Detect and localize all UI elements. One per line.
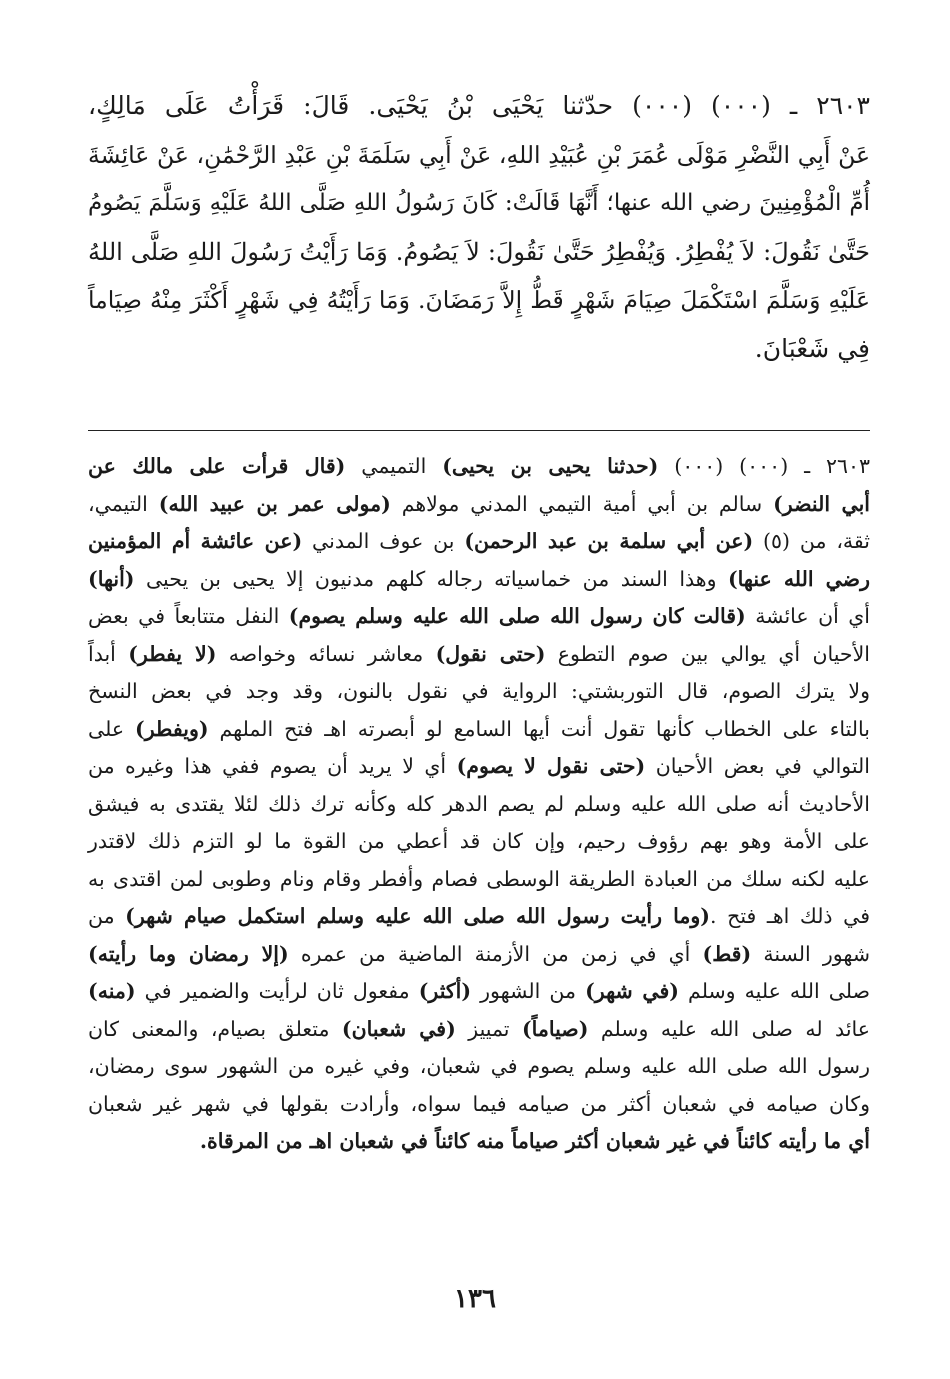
- quoted-phrase: (قال قرأت على مالك عن: [88, 454, 346, 478]
- commentary-line: [88, 598, 870, 636]
- commentary-line: [88, 486, 870, 524]
- quoted-phrase: (أكثر): [418, 979, 472, 1003]
- commentary-segment: رسول الله صلى الله عليه وسلم يصوم في شعبان، وفي غيره من الشهور سوى رمضان،: [88, 1054, 870, 1078]
- hadith-line: عَلَيْهِ وَسَلَّمَ اسْتَكْمَلَ صِيَامَ شَهْرٍ قَطُّ إِلاَّ رَمَضَانَ. وَمَا رَأَيْتُهُ فِي شَهْرٍ أَكْثَرَ مِنْهُ صِيَاماً: [88, 286, 870, 314]
- quoted-phrase: (حتى نقول): [435, 641, 546, 666]
- commentary-line: [88, 1086, 870, 1124]
- quoted-phrase: (عن عائشة أم المؤمنين: [88, 529, 303, 553]
- commentary-segment: بن عوف المدني: [302, 529, 465, 553]
- commentary-segment: معاشر نسائه وخواصه: [216, 641, 436, 666]
- commentary-segment: وكان صيامه في شعبان أكثر من صيامه فيما سواه، وأرادت بقولها في شهر غير شعبان: [88, 1091, 870, 1116]
- commentary-segment: أي لا يريد أن يصوم ففي هذا وغيره من: [88, 754, 457, 778]
- quoted-phrase: أي ما رأيته كائناً في غير شعبان أكثر صياماً منه كائناً في شعبان اهـ من المرقاة.: [199, 1129, 870, 1153]
- commentary-segment: صلى الله عليه وسلم: [678, 979, 870, 1003]
- commentary-line: [88, 936, 870, 974]
- commentary-segment: بالتاء على الخطاب كأنها تقول أنت أيها السامع لو أبصرته اهـ فتح الملهم: [208, 716, 870, 741]
- commentary-line: [88, 823, 870, 861]
- quoted-phrase: (صياماً): [521, 1016, 589, 1041]
- quoted-phrase: (عن أبي سلمة بن عبد الرحمن): [464, 529, 754, 553]
- quoted-phrase: (أنها): [88, 566, 135, 591]
- commentary-segment: تمييز: [455, 1016, 522, 1041]
- quoted-phrase: (حتى نقول لا يصوم): [456, 754, 646, 778]
- commentary-segment: شهور السنة: [751, 941, 871, 966]
- quoted-phrase: (في شهر): [585, 979, 679, 1003]
- footnote-divider: [88, 430, 870, 431]
- commentary-segment: أبداً: [88, 641, 129, 666]
- quoted-phrase: (لا يفطر): [128, 641, 217, 666]
- quoted-phrase: (قالت كان رسول الله صلى الله عليه وسلم يصوم): [288, 604, 746, 628]
- commentary-segment: وهذا السند من خماسياته رجاله كلهم مدنيون إلا يحيى بن يحيى: [134, 566, 728, 591]
- commentary-segment: التوالي في بعض الأحيان: [645, 754, 870, 778]
- commentary-segment: أي في زمن من الأزمنة الماضية من عمره: [288, 941, 703, 966]
- commentary-line: [88, 523, 870, 561]
- commentary-line: [88, 898, 870, 936]
- commentary-line: [88, 636, 870, 674]
- quoted-phrase: (مولى عمر بن عبيد الله): [158, 491, 391, 516]
- commentary-segment: عائد له صلى الله عليه وسلم: [588, 1016, 870, 1041]
- page-number: ١٣٦: [454, 1284, 496, 1314]
- commentary-line: [88, 1011, 870, 1049]
- hadith-line: أُمِّ الْمُؤْمِنِينَ رضي الله عنها؛ أَنَّهَا قَالَتْ: كَانَ رَسُولُ اللهِ صَلَّى اللهُ عَلَيْهِ وَسَلَّمَ يَصُومُ: [88, 190, 870, 216]
- commentary-line: [88, 973, 870, 1011]
- commentary-line: [88, 561, 870, 599]
- commentary-segment: الأحاديث أنه صلى الله عليه وسلم لم يصم الدهر كله وكأنه ترك ذلك لئلا يقتدى به فيشق: [88, 791, 870, 816]
- commentary-line: [88, 861, 870, 899]
- commentary-segment: سالم بن أبي أمية التيمي المدني مولاهم: [390, 491, 774, 516]
- commentary-line: [88, 673, 870, 711]
- quoted-phrase: رضي الله عنها): [727, 566, 870, 591]
- commentary-segment: على: [88, 716, 136, 741]
- commentary-line: [88, 448, 870, 486]
- commentary-segment: مفعول ثان لرأيت والضمير في: [135, 979, 419, 1003]
- commentary-segment: على الأمة وهو بهم رؤوف رحيم، وإن كان قد أعطي من القوة ما لو التزم ذلك لاقتدر: [88, 829, 870, 853]
- commentary-segment: النفل متتابعاً في بعض: [88, 604, 289, 628]
- hadith-line: ٢٦٠٣ ـ (٠٠٠) (٠٠٠) حدّثنا يَحْيَى بْنُ يَحْيَى. قَالَ: قَرَأْتُ عَلَى مَالِكٍ،: [88, 91, 870, 120]
- quoted-phrase: (ويفطر): [135, 716, 209, 741]
- quoted-phrase: (وما رأيت رسول الله صلى الله عليه وسلم استكمل صيام شهر): [125, 904, 711, 928]
- hadith-line: فِي شَعْبَانَ.: [754, 333, 870, 363]
- commentary-text: [88, 448, 870, 1161]
- quoted-phrase: (منه): [88, 979, 136, 1003]
- quoted-phrase: (قط): [702, 941, 752, 966]
- commentary-line: [88, 1048, 870, 1086]
- commentary-segment: أي أن عائشة: [745, 604, 870, 628]
- commentary-segment: من: [88, 904, 126, 928]
- commentary-segment: من الشهور: [471, 979, 586, 1003]
- commentary-line: [88, 748, 870, 786]
- commentary-segment: في ذلك اهـ فتح .: [710, 904, 870, 928]
- commentary-line: [88, 711, 870, 749]
- commentary-line: [88, 1123, 870, 1161]
- quoted-phrase: (حدثنا يحيى بن يحيى): [442, 454, 659, 478]
- quoted-phrase: (إلا رمضان وما رأيته): [88, 941, 289, 966]
- commentary-segment: ٢٦٠٣ ـ (٠٠٠) (٠٠٠): [658, 454, 870, 478]
- hadith-text: [88, 82, 870, 373]
- commentary-segment: ولا يترك الصوم، قال التوربشتي: الرواية في نقول بالنون، وقد وجد في بعض النسخ: [88, 679, 870, 703]
- commentary-line: [88, 786, 870, 824]
- quoted-phrase: أبي النضر): [773, 491, 871, 516]
- commentary-segment: الأحيان أي يوالي بين صوم التطوع: [545, 641, 870, 666]
- hadith-line: حَتَّىٰ نَقُولَ: لاَ يُفْطِرُ. وَيُفْطِرُ حَتَّىٰ نَقُولَ: لاَ يَصُومُ. وَمَا رَأَيْتُ رَسُولَ اللهِ صَلَّى اللهُ: [88, 237, 870, 266]
- hadith-line: عَنْ أَبِي النَّضْرِ مَوْلَى عُمَرَ بْنِ عُبَيْدِ اللهِ، عَنْ أَبِي سَلَمَةَ بْنِ عَبْدِ الرَّحْمَٰنِ، عَنْ عَائِشَةَ: [88, 140, 870, 169]
- commentary-segment: متعلق بصيام، والمعنى كان: [88, 1016, 342, 1041]
- commentary-segment: ثقة، من (٥): [753, 529, 870, 553]
- commentary-segment: التيمي،: [88, 491, 159, 516]
- commentary-segment: التميمي: [345, 454, 443, 478]
- quoted-phrase: (في شعبان): [341, 1016, 456, 1041]
- commentary-segment: عليه لكنه سلك من العبادة الطريقة الوسطى فصام وأفطر وقام ونام وطوبى لمن اقتدى به: [88, 866, 871, 891]
